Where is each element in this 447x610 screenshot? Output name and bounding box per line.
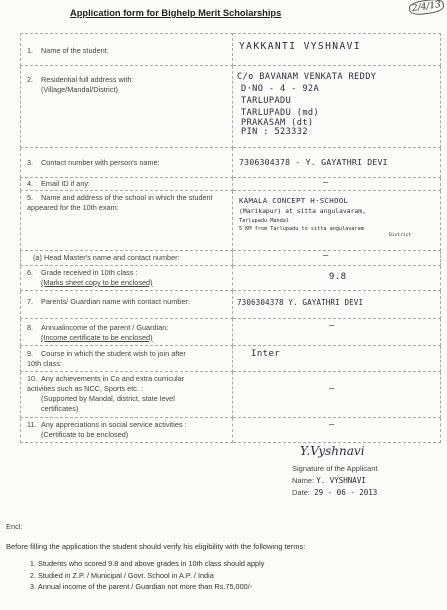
question-sublabel: (Supported by Mandal, district, state level certificates) — [41, 394, 175, 413]
address-line: TARLUPADU (md) — [241, 108, 320, 118]
answer-course: Inter — [251, 349, 281, 359]
question-sublabel: (Village/Mandal/District) — [41, 85, 118, 94]
answer-address — [237, 71, 376, 137]
question-sublabel: (Marks sheet copy to be enclosed) — [41, 278, 153, 287]
term-item: 1. Students who scored 9.8 and above grades in 10th class should apply — [38, 558, 264, 570]
school-line: KAMALA CONCEPT H·SCHOOL — [239, 196, 349, 205]
answer-parent: 7306304378 Y. GAYATHRI DEVI — [237, 298, 364, 307]
form-table — [20, 33, 441, 443]
form-row-school: 5. Name and address of the school in which the student appeared for the 10th exam: KAMALA CONCEPT H·SCHOOL (Marikapur) at sitta angulavaram, Tarlupadu Mandal 5 KM from Tarlupadu to sitta angulavaram District — [21, 191, 441, 251]
answer-school — [239, 195, 411, 239]
address-line: PIN : 523332 — [241, 127, 308, 137]
form-row-income: 8. Annualincome of the parent / Guardian: (Income certificate to be enclosed) — — [21, 319, 441, 346]
question-label: Email ID if any: — [41, 179, 91, 188]
question-sublabel: (Income certificate to be enclosed) — [41, 333, 153, 342]
applicant-signature: Y.Vyshnavi — [300, 444, 365, 458]
answer-achievements: — — [329, 384, 335, 394]
question-label: Course in which the student wish to join after 10th class: — [27, 349, 186, 368]
form-row-name: 1. Name of the student: YAKKANTI VYSHNAVI — [21, 34, 441, 66]
term-item: 2. Studied in Z.P. / Municipal / Govt. School in A.P. / India — [38, 570, 264, 582]
form-row-email: 4. Email ID if any: — — [21, 178, 441, 191]
form-title: Application form for Bighelp Merit Scholarships — [70, 8, 282, 18]
enclosures-label: Encl: — [6, 522, 23, 531]
answer-grade: 9.8 — [329, 272, 347, 282]
school-line: (Marikapur) at sitta angulavaram, — [239, 207, 366, 215]
form-row-course: 9. Course in which the student wish to join after 10th class: Inter — [21, 346, 441, 372]
applicant-name: Y. VYSHNAVI — [316, 476, 366, 485]
eligibility-intro: Before filling the application the student should verify his eligibility with the following terms: — [6, 542, 306, 551]
applicant-date: 29 - 06 - 2013 — [314, 488, 378, 497]
address-line: C/o BAVANAM VENKATA REDDY — [237, 72, 377, 82]
question-sublabel: (Certificate to be enclosed) — [41, 430, 129, 439]
corner-annotation: 2/4/13 — [411, 0, 442, 14]
school-line: District — [389, 233, 412, 238]
address-line: D·NO - 4 - 92A — [241, 84, 320, 94]
date-label: Date: — [292, 488, 310, 497]
question-label: Parents/ Guardian name with contact number: — [41, 297, 190, 306]
form-row-parent: 7. Parents/ Guardian name with contact number: 7306304378 Y. GAYATHRI DEVI — [21, 291, 441, 319]
form-row-achievements: 10. Any achievements in Co and extra curricular activities such as NCC, Sports etc. : (Supported by Mandal, district, state level certificates) — — [21, 372, 441, 418]
address-line: PRAKASAM (dt) — [241, 118, 314, 128]
answer-email: — — [323, 178, 329, 188]
question-label: Name of the student: — [41, 46, 109, 55]
question-label: Name and address of the school in which the student appeared for the 10th exam: — [27, 193, 213, 212]
question-label: Any appreciations in social service activities : — [41, 420, 187, 429]
form-row-address: 2. Residential full address with: (Village/Mandal/District) C/o BAVANAM VENKATA REDDY D·NO - 4 - 92A TARLUPADU TARLUPADU (md) PRAKASAM (dt) PIN : 523332 — [21, 66, 441, 148]
answer-headmaster: — — [323, 251, 329, 261]
eligibility-terms — [22, 558, 264, 593]
school-line: 5 KM from Tarlupadu to sitta angulavaram — [239, 226, 364, 232]
address-line: TARLUPADU — [241, 96, 292, 106]
form-row-contact: 3. Contact number with person's name: 7306304378 - Y. GAYATHRI DEVI — [21, 148, 441, 178]
form-row-grade: 6. Grade received in 10th class : (Marks sheet copy to be enclosed) 9.8 — [21, 266, 441, 291]
question-label: (a) Head Master's name and contact number: — [33, 253, 180, 262]
answer-name: YAKKANTI VYSHNAVI — [239, 41, 361, 52]
name-label: Name: — [292, 476, 315, 485]
question-label: Residential full address with: — [41, 75, 134, 84]
term-item: 3. Annual income of the parent / Guardian not more than Rs.75,000/- — [38, 581, 264, 593]
answer-income: — — [329, 321, 335, 331]
school-line: Tarlupadu Mandal — [239, 218, 289, 224]
form-row-appreciations: 11. Any appreciations in social service activities : (Certificate to be enclosed) — — [21, 418, 441, 443]
question-label: Annualincome of the parent / Guardian: — [41, 323, 169, 332]
question-label: Any achievements in Co and extra curricular activities such as NCC, Sports etc. : — [27, 374, 185, 393]
signature-label: Signature of the Applicant — [292, 464, 378, 473]
question-label: Contact number with person's name: — [41, 158, 160, 167]
form-row-headmaster — [21, 251, 441, 266]
answer-appreciations: — — [329, 420, 335, 430]
question-label: Grade received in 10th class : — [41, 268, 138, 277]
answer-contact: 7306304378 - Y. GAYATHRI DEVI — [239, 157, 388, 167]
